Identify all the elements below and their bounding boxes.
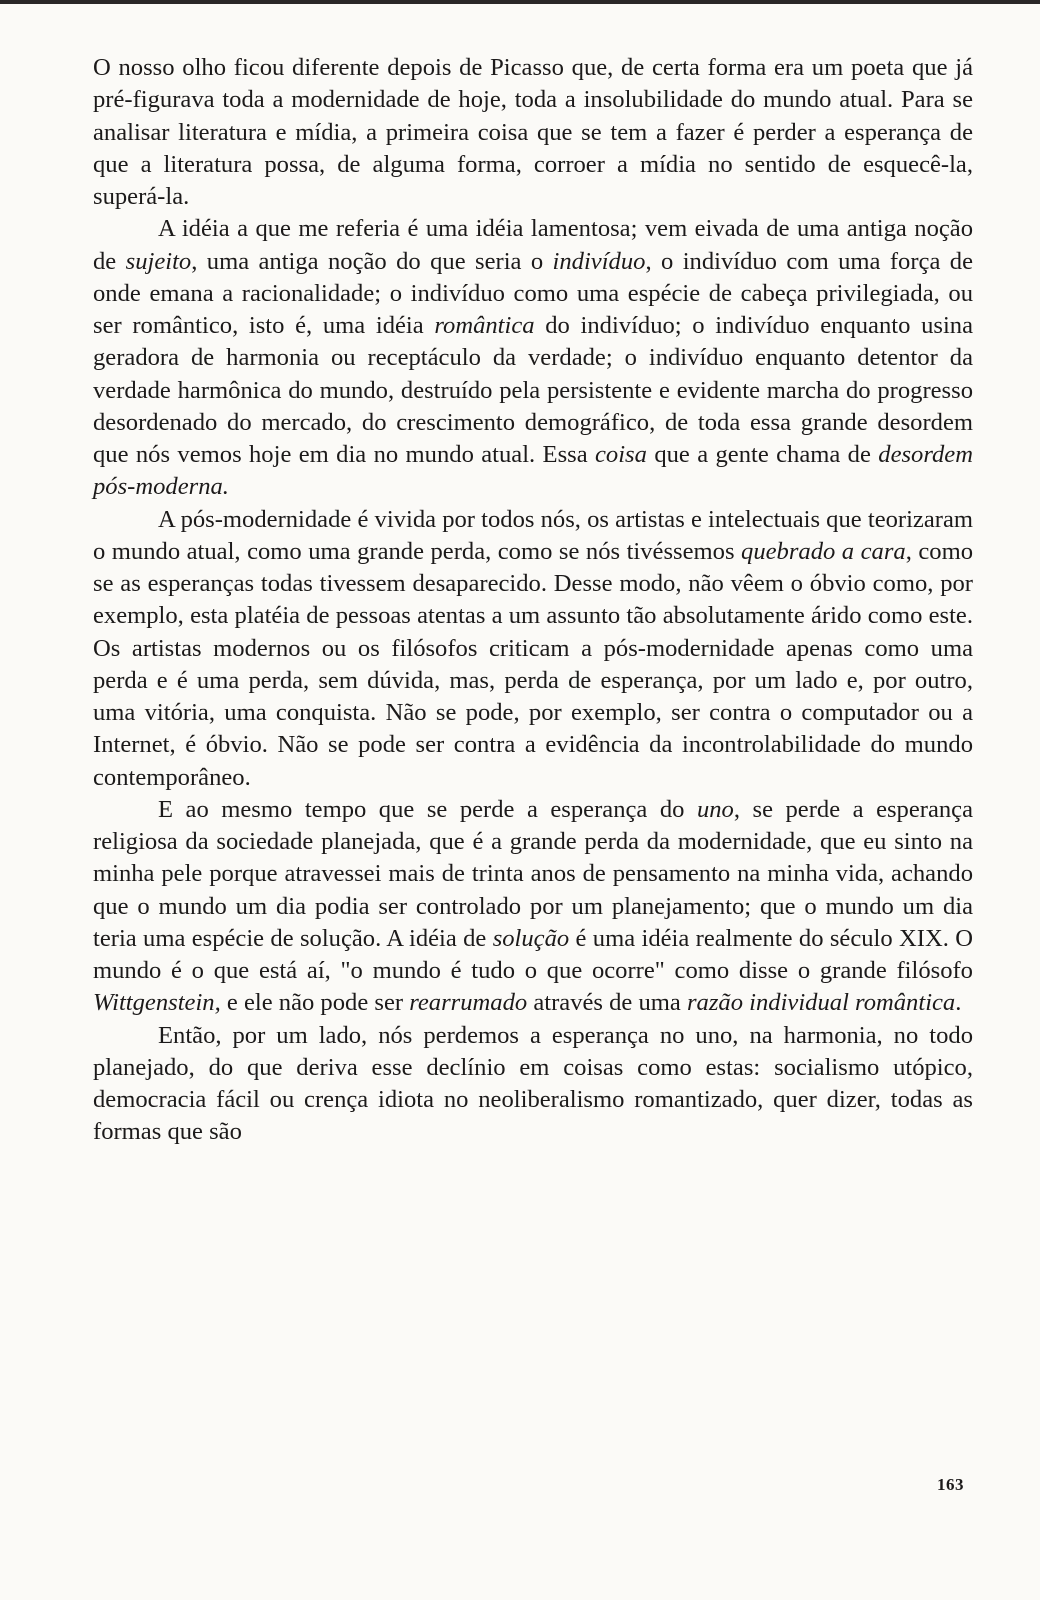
- italic-text: solução: [492, 924, 570, 952]
- italic-text: sujeito: [125, 247, 192, 275]
- italic-text: romântica: [434, 312, 535, 339]
- text-run: , uma antiga noção do que seria o: [191, 247, 553, 275]
- italic-text: rearrumado: [409, 989, 528, 1017]
- text-run: , se perde a esperança religiosa da sociedade planejada, que é a grande perda da modernidade, que eu sinto na minha pele porque atravessei mais de trinta anos de pensamento na minha vida, achando que o mundo um dia podia ser controlado por um planejamento; que o mundo um dia teria uma espécie de solução. A idéia de: [93, 795, 980, 952]
- italic-text: indivíduo: [552, 247, 646, 275]
- paragraph-4: [93, 794, 980, 1020]
- italic-text: quebrado a cara: [741, 537, 906, 565]
- paragraph-2: [93, 213, 980, 503]
- body-text: [93, 52, 980, 1149]
- text-run: do indivíduo; o indivíduo enquanto usina geradora de harmonia ou receptáculo da verdade; o indivíduo enquanto detentor da verdade harmônica do mundo, destruído pela persistente e evidente marcha do progresso desordenado do mercado, do crescimento demográfico, de toda essa grande desordem que nós vemos hoje em dia no mundo atual. Essa: [93, 312, 980, 468]
- page-number: 163: [937, 1475, 964, 1494]
- text-run: E ao mesmo tempo que se perde a esperança do: [158, 795, 697, 823]
- text-run: , o indivíduo com uma força de onde emana a racionalidade; o indivíduo como uma espécie de cabeça privilegiada, ou ser romântico, isto é, uma idéia: [93, 247, 980, 339]
- text-run: O nosso olho ficou diferente depois de Picasso que, de certa forma era um poeta que já pré-figurava toda a modernidade de hoje, toda a insolubilidade do mundo atual. Para se analisar literatura e mídia, a primeira coisa que se tem a fazer é perder a esperança de que a literatura possa, de alguma forma, corroer a mídia no sentido de esquecê-la, superá-la.: [93, 54, 980, 210]
- text-run: A idéia a que me referia é uma idéia lamentosa; vem eivada de uma antiga noção de: [93, 215, 980, 275]
- italic-text: Wittgenstein,: [93, 989, 221, 1017]
- italic-text: razão individual romântica: [686, 989, 956, 1017]
- italic-text: desordem pós-moderna.: [93, 441, 980, 501]
- text-run: que a gente chama de: [646, 441, 879, 468]
- paragraph-3: [93, 504, 980, 794]
- text-run: Então, por um lado, nós perdemos a esperança no uno, na harmonia, no todo planejado, do que deriva esse declínio em coisas como estas: socialismo utópico, democracia fácil ou crença idiota no neoliberalismo romantizado, quer dizer, todas as formas que são: [93, 1021, 980, 1146]
- text-run: e ele não pode ser: [220, 989, 410, 1017]
- text-run: .: [955, 989, 962, 1017]
- scan-top-border: [0, 0, 1040, 4]
- text-run: , como se as esperanças todas tivessem desaparecido. Desse modo, não vêem o óbvio como, por exemplo, esta platéia de pessoas atentas a um assunto tão absolutamente árido como este. Os artistas modernos ou os filósofos criticam a pós-modernidade apenas como uma perda e é uma perda, sem dúvida, mas, perda de esperança, por um lado e, por outro, uma vitória, uma conquista. Não se pode, por exemplo, ser contra o computador ou a Internet, é óbvio. Não se pode ser contra a evidência da incontrolabilidade do mundo contemporâneo.: [93, 537, 980, 791]
- text-run: é uma idéia realmente do século XIX. O mundo é o que está aí, "o mundo é tudo o que ocorre" como disse o grande filósofo: [93, 924, 980, 984]
- text-run: A pós-modernidade é vivida por todos nós, os artistas e intelectuais que teorizaram o mundo atual, como uma grande perda, como se nós tivéssemos: [93, 505, 980, 565]
- italic-text: uno: [696, 795, 734, 823]
- text-run: através de uma: [527, 989, 687, 1017]
- paragraph-5: [93, 1020, 980, 1149]
- paragraph-1: [93, 52, 980, 213]
- italic-text: coisa: [595, 441, 647, 468]
